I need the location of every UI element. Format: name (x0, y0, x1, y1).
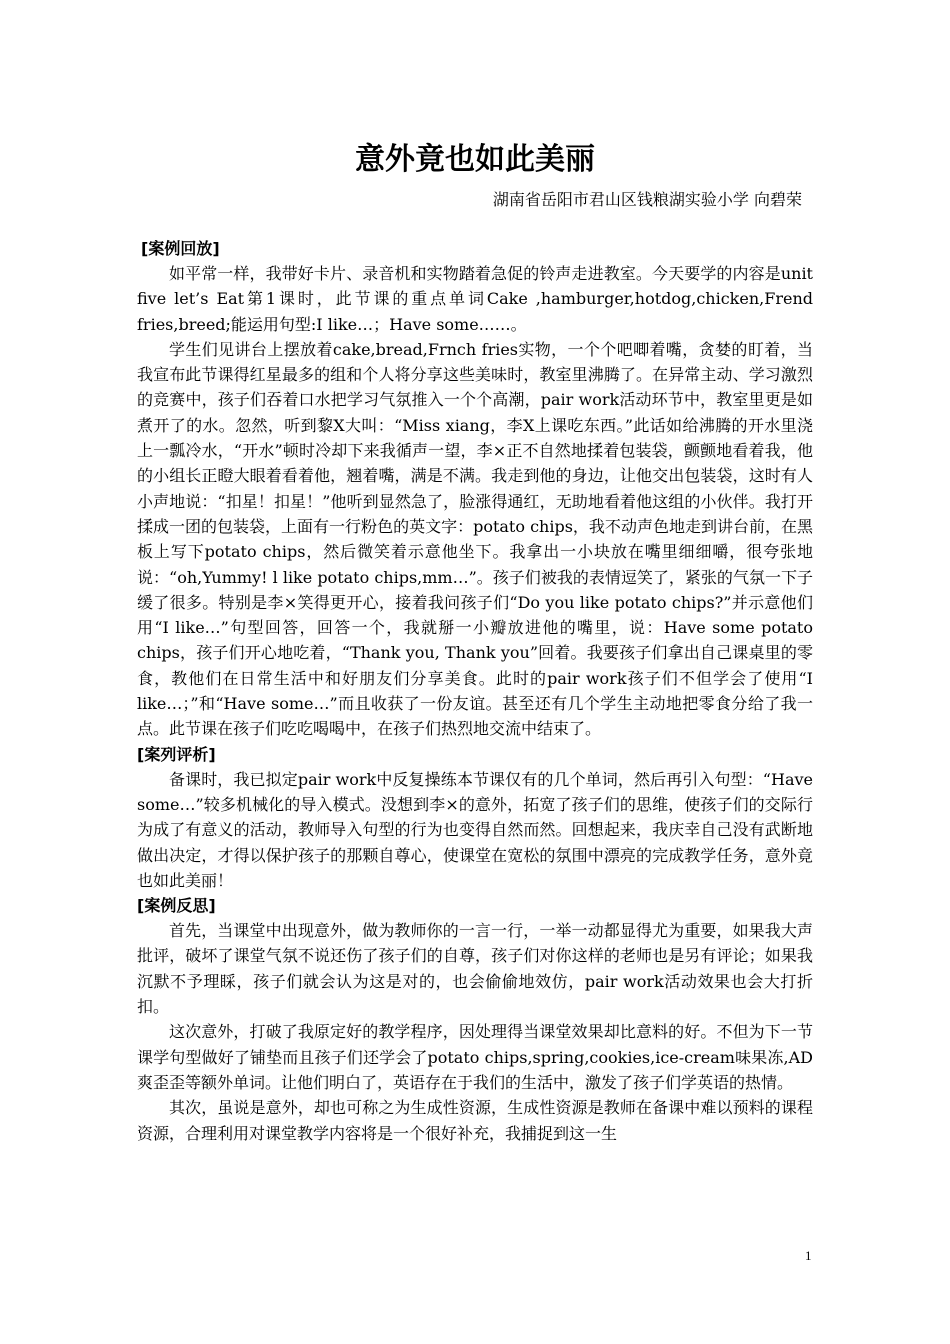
section-heading-case-replay: [案例回放] (141, 239, 220, 258)
author-line: 湖南省岳阳市君山区钱粮湖实验小学 向碧荣 (492, 190, 802, 209)
document-title: 意外竟也如此美丽 (355, 142, 595, 177)
page-number: 1 (805, 1248, 812, 1263)
section-heading-case-reflection: [案例反思] (137, 896, 216, 916)
paragraph: 备课时，我已拟定pair work中反复操练本节课仅有的几个单词，然后再引入句型：“Have some…”较多机械化的导入模式。没想到李×的意外，拓宽了孩子们的思维，使孩子们的交际行为成了有意义的活动，教师导入句型的行为也变得自然而然。回想起来，我庆幸自己没有武断地做出决定，才得以保护孩子的那颗自尊心，使课堂在宽松的氛围中漂亮的完成教学任务，意外竟也如此美丽！ (137, 769, 813, 890)
paragraph: 学生们见讲台上摆放着cake,bread,Frnch fries实物，一个个吧唧着嘴，贪婪的盯着，当我宣布此节课得红星最多的组和个人将分享这些美味时，教室里沸腾了。在异常主动、学习激烈的竞赛中，孩子们吞着口水把学习气氛推入一个个高潮，pair work活动环节中，教室里更是如煮开了的水。忽然，听到黎X大叫：“Miss xiang，李X上课吃东西。”此话如给沸腾的开水里浇上一瓢冷水，“开水”顿时冷却下来我循声一望，李×正不自然地揉着包装袋，颤颤地看着我，他的小组长正瞪大眼着看着他，翘着嘴，满是不满。我走到他的身边，让他交出包装袋，这时有人小声地说：“扣星！扣星！”他听到显然急了，脸涨得通红，无助地看着他这组的小伙伴。我打开揉成一团的包装袋，上面有一行粉色的英文字：potato chips，我不动声色地走到讲台前，在黑板上写下potato chips，然后微笑着示意他坐下。我拿出一小块放在嘴里细细嚼，很夸张地说：“oh,Yummy! l like potato chips,mm…”。孩子们被我的表情逗笑了，紧张的气氛一下子缓了很多。特别是李×笑得更开心，接着我问孩子们“Do you like potato chips?”并示意他们用“I like…”句型回答，回答一个，我就掰一小瓣放进他的嘴里，说：Have some potato chips，孩子们开心地吃着，“Thank you, Thank you”回着。我要孩子们拿出自己课桌里的零食，教他们在日常生活中和好朋友们分享美食。此时的pair work孩子们不但学会了使用“I like…；”和“Have some…”而且收获了一份友谊。甚至还有几个学生主动地把零食分给了我一点。此节课在孩子们吃吃喝喝中，在孩子们热烈地交流中结束了。 (137, 339, 813, 739)
document-body (137, 236, 813, 1146)
paragraph: 其次，虽说是意外，却也可称之为生成性资源，生成性资源是教师在备课中难以预料的课程资源，合理利用对课堂教学内容将是一个很好补充，我捕捉到这一生 (137, 1098, 813, 1143)
paragraph: 首先，当课堂中出现意外，做为教师你的一言一行，一举一动都显得尤为重要，如果我大声批评，破坏了课堂气氛不说还伤了孩子们的自尊，孩子们对你这样的老师也是另有评论；如果我沉默不予理睬，孩子们就会认为这是对的，也会偷偷地效仿，pair work活动效果也会大打折扣。 (137, 921, 813, 1017)
paragraph: 如平常一样，我带好卡片、录音机和实物踏着急促的铃声走进教室。今天要学的内容是unit five let’s Eat第1课时，此节课的重点单词Cake ,hamburger,hotdog,chicken,Frend fries,breed;能运用句型:I like…；Have some……。 (137, 264, 813, 334)
paragraph: 这次意外，打破了我原定好的教学程序，因处理得当课堂效果却比意料的好。不但为下一节课学句型做好了铺垫而且孩子们还学会了potato chips,spring,cookies,ice-cream味果冻,AD爽歪歪等额外单词。让他们明白了，英语存在于我们的生活中，激发了孩子们学英语的热情。 (137, 1022, 813, 1092)
section-heading-case-analysis: [案列评析] (137, 744, 216, 764)
